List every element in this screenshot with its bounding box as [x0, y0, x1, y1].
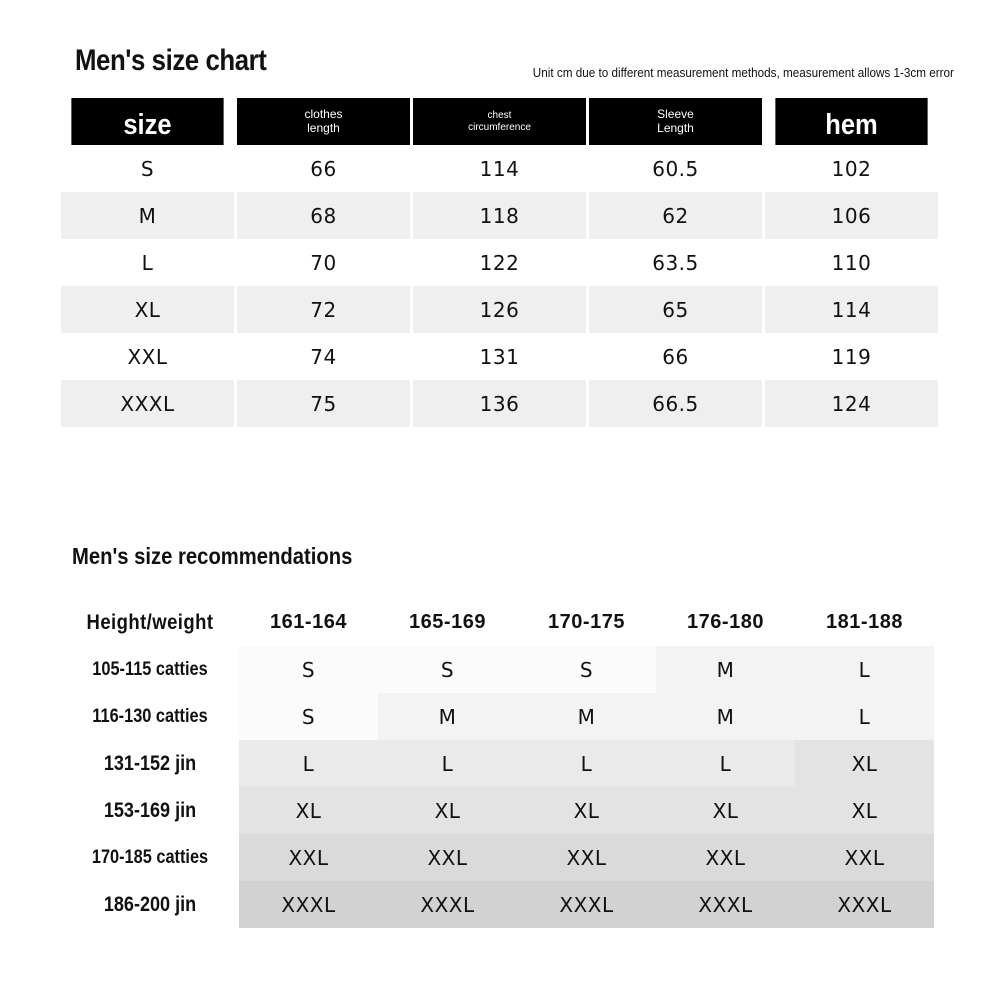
sleeve-cell: 66.5: [589, 380, 762, 427]
header-size: [71, 98, 223, 145]
recommended-size: S: [239, 646, 378, 693]
recommended-size: XXXL: [378, 881, 517, 928]
recommended-size: L: [795, 646, 934, 693]
recommended-size: XXL: [378, 834, 517, 881]
recommended-size: M: [378, 693, 517, 740]
height-header: 176-180: [687, 611, 764, 633]
recommended-size: XL: [378, 787, 517, 834]
recommended-size: XL: [656, 787, 795, 834]
recommended-size: M: [656, 693, 795, 740]
recommended-size: XXXL: [517, 881, 656, 928]
header-clothes-length-line2: length: [307, 120, 340, 135]
size-cell: XXL: [127, 344, 168, 369]
height-header: 181-188: [826, 611, 903, 633]
weight-label: 105-115 catties: [92, 658, 208, 680]
recommended-size: L: [795, 693, 934, 740]
recommended-size: XL: [795, 787, 934, 834]
recommended-size: S: [378, 646, 517, 693]
weight-label: 116-130 catties: [92, 705, 208, 727]
hem-cell: 102: [831, 156, 872, 181]
size-chart-table: [61, 98, 938, 427]
weight-label: 186-200 jin: [103, 892, 197, 916]
header-clothes-length-line1: clothes: [304, 106, 343, 121]
corner-label: Height/weight: [86, 610, 214, 634]
chest-cell: 131: [479, 344, 520, 369]
hem-cell: 110: [831, 250, 872, 275]
recommended-size: XXL: [795, 834, 934, 881]
recommended-size: XXXL: [795, 881, 934, 928]
recommended-size: XL: [795, 740, 934, 787]
unit-note: Unit cm due to different measurement methods, measurement allows 1-3cm error: [532, 65, 954, 80]
recommended-size: M: [656, 646, 795, 693]
recommendations-table: [61, 599, 934, 928]
weight-label: 170-185 catties: [91, 846, 209, 868]
length-cell: 75: [237, 380, 410, 427]
recommended-size: XL: [517, 787, 656, 834]
weight-label: 131-152 jin: [103, 751, 197, 775]
recommended-size: XXL: [239, 834, 378, 881]
hem-cell: 119: [831, 344, 872, 369]
chest-cell: 114: [479, 156, 520, 181]
recommended-size: L: [517, 740, 656, 787]
header-size-label: size: [123, 108, 172, 141]
recommended-size: XL: [239, 787, 378, 834]
sleeve-cell: 63.5: [652, 250, 699, 275]
recommended-size: XXL: [656, 834, 795, 881]
recommended-size: S: [517, 646, 656, 693]
header-clothes-length: [237, 98, 410, 145]
height-header: 165-169: [409, 611, 486, 633]
header-hem-label: hem: [825, 108, 878, 141]
size-cell: M: [61, 192, 234, 239]
sleeve-cell: 66: [662, 344, 689, 369]
header-chest: [413, 98, 586, 145]
hem-cell: 106: [765, 192, 938, 239]
header-sleeve: [589, 98, 762, 145]
header-hem: [775, 98, 927, 145]
length-cell: 72: [237, 286, 410, 333]
size-cell: S: [140, 156, 155, 181]
chest-cell: 118: [413, 192, 586, 239]
chest-cell: 122: [479, 250, 520, 275]
recommended-size: L: [239, 740, 378, 787]
header-chest-line1: chest: [487, 110, 512, 121]
size-chart-title: Men's size chart: [75, 44, 267, 77]
length-cell: 68: [237, 192, 410, 239]
chest-cell: 136: [413, 380, 586, 427]
sleeve-cell: 65: [589, 286, 762, 333]
recommended-size: XXL: [517, 834, 656, 881]
recommended-size: L: [378, 740, 517, 787]
sleeve-cell: 60.5: [652, 156, 699, 181]
height-header: 161-164: [270, 611, 347, 633]
recommended-size: XXXL: [239, 881, 378, 928]
size-cell: L: [141, 250, 154, 275]
height-header: 170-175: [548, 611, 625, 633]
hem-cell: 114: [765, 286, 938, 333]
size-cell: XXXL: [61, 380, 234, 427]
size-cell: XL: [61, 286, 234, 333]
recommended-size: XXXL: [656, 881, 795, 928]
header-chest-line2: circumference: [468, 121, 531, 133]
header-sleeve-line1: Sleeve: [657, 106, 694, 121]
recommended-size: L: [656, 740, 795, 787]
recommended-size: S: [239, 693, 378, 740]
chest-cell: 126: [413, 286, 586, 333]
length-cell: 66: [310, 156, 337, 181]
hem-cell: 124: [765, 380, 938, 427]
length-cell: 70: [310, 250, 337, 275]
length-cell: 74: [310, 344, 337, 369]
sleeve-cell: 62: [589, 192, 762, 239]
header-sleeve-line2: Length: [657, 120, 694, 135]
weight-label: 153-169 jin: [103, 798, 197, 822]
recommendations-title: Men's size recommendations: [72, 543, 353, 569]
recommended-size: M: [517, 693, 656, 740]
